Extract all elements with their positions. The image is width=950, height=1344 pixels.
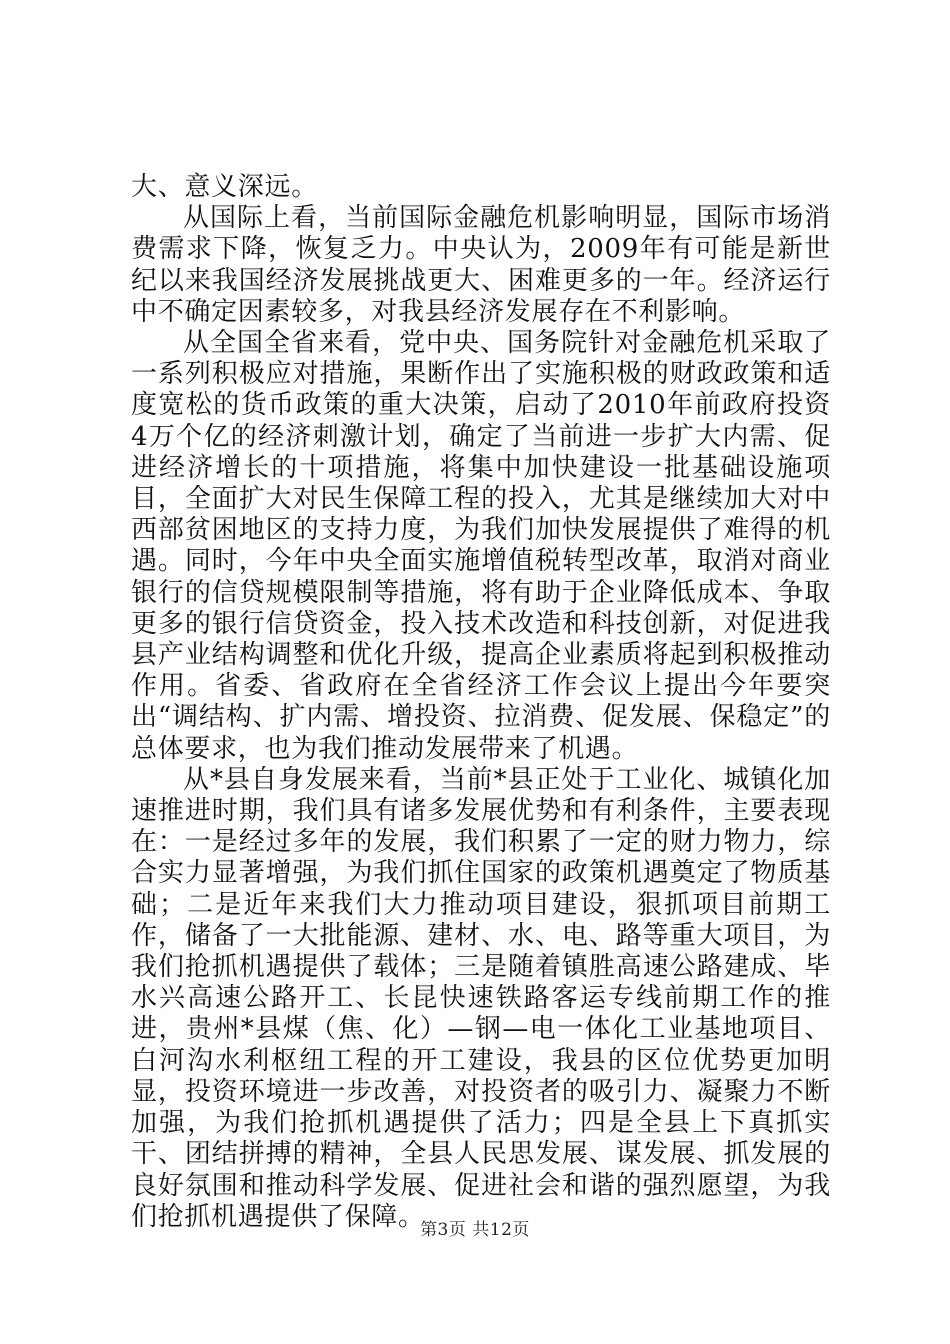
paragraph-international: 从国际上看，当前国际金融危机影响明显，国际市场消费需求下降，恢复乏力。中央认为，2009年有可能是新世纪以来我国经济发展挑战更大、困难更多的一年。经济运行中不确定因素较多，对我县经济发展存在不利影响。	[131, 203, 831, 327]
page-footer: 第3页 共12页	[420, 1220, 530, 1240]
paragraph-continuation: 大、意义深远。	[131, 172, 318, 202]
paragraph-county: 从*县自身发展来看，当前*县正处于工业化、城镇化加速推进时期，我们具有诸多发展优势和有利条件，主要表现在：一是经过多年的发展，我们积累了一定的财力物力，综合实力显著增强，为我们抓住国家的政策机遇奠定了物质基础；二是近年来我们大力推动项目建设，狠抓项目前期工作，储备了一大批能源、建材、水、电、路等重大项目，为我们抢抓机遇提供了载体；三是随着镇胜高速公路建成、毕水兴高速公路开工、长昆快速铁路客运专线前期工作的推进，贵州*县煤（焦、化）—钢—电一体化工业基地项目、白河沟水利枢纽工程的开工建设，我县的区位优势更加明显，投资环境进一步改善，对投资者的吸引力、凝聚力不断加强，为我们抢抓机遇提供了活力；四是全县上下真抓实干、团结拼搏的精神，全县人民思发展、谋发展、抓发展的良好氛围和推动科学发展、促进社会和谐的强烈愿望，为我们抢抓机遇提供了保障。	[131, 764, 831, 1232]
body-text	[131, 172, 831, 1233]
paragraph-national-provincial: 从全国全省来看，党中央、国务院针对金融危机采取了一系列积极应对措施，果断作出了实施积极的财政政策和适度宽松的货币政策的重大决策，启动了2010年前政府投资4万个亿的经济刺激计划，确定了当前进一步扩大内需、促进经济增长的十项措施，将集中加快建设一批基础设施项目，全面扩大对民生保障工程的投入，尤其是继续加大对中西部贫困地区的支持力度，为我们加快发展提供了难得的机遇。同时，今年中央全面实施增值税转型改革，取消对商业银行的信贷规模限制等措施，将有助于企业降低成本、争取更多的银行信贷资金，投入技术改造和科技创新，对促进我县产业结构调整和优化升级，提高企业素质将起到积极推动作用。省委、省政府在全省经济工作会议上提出今年要突出“调结构、扩内需、增投资、拉消费、促发展、保稳定”的总体要求，也为我们推动发展带来了机遇。	[131, 328, 831, 764]
